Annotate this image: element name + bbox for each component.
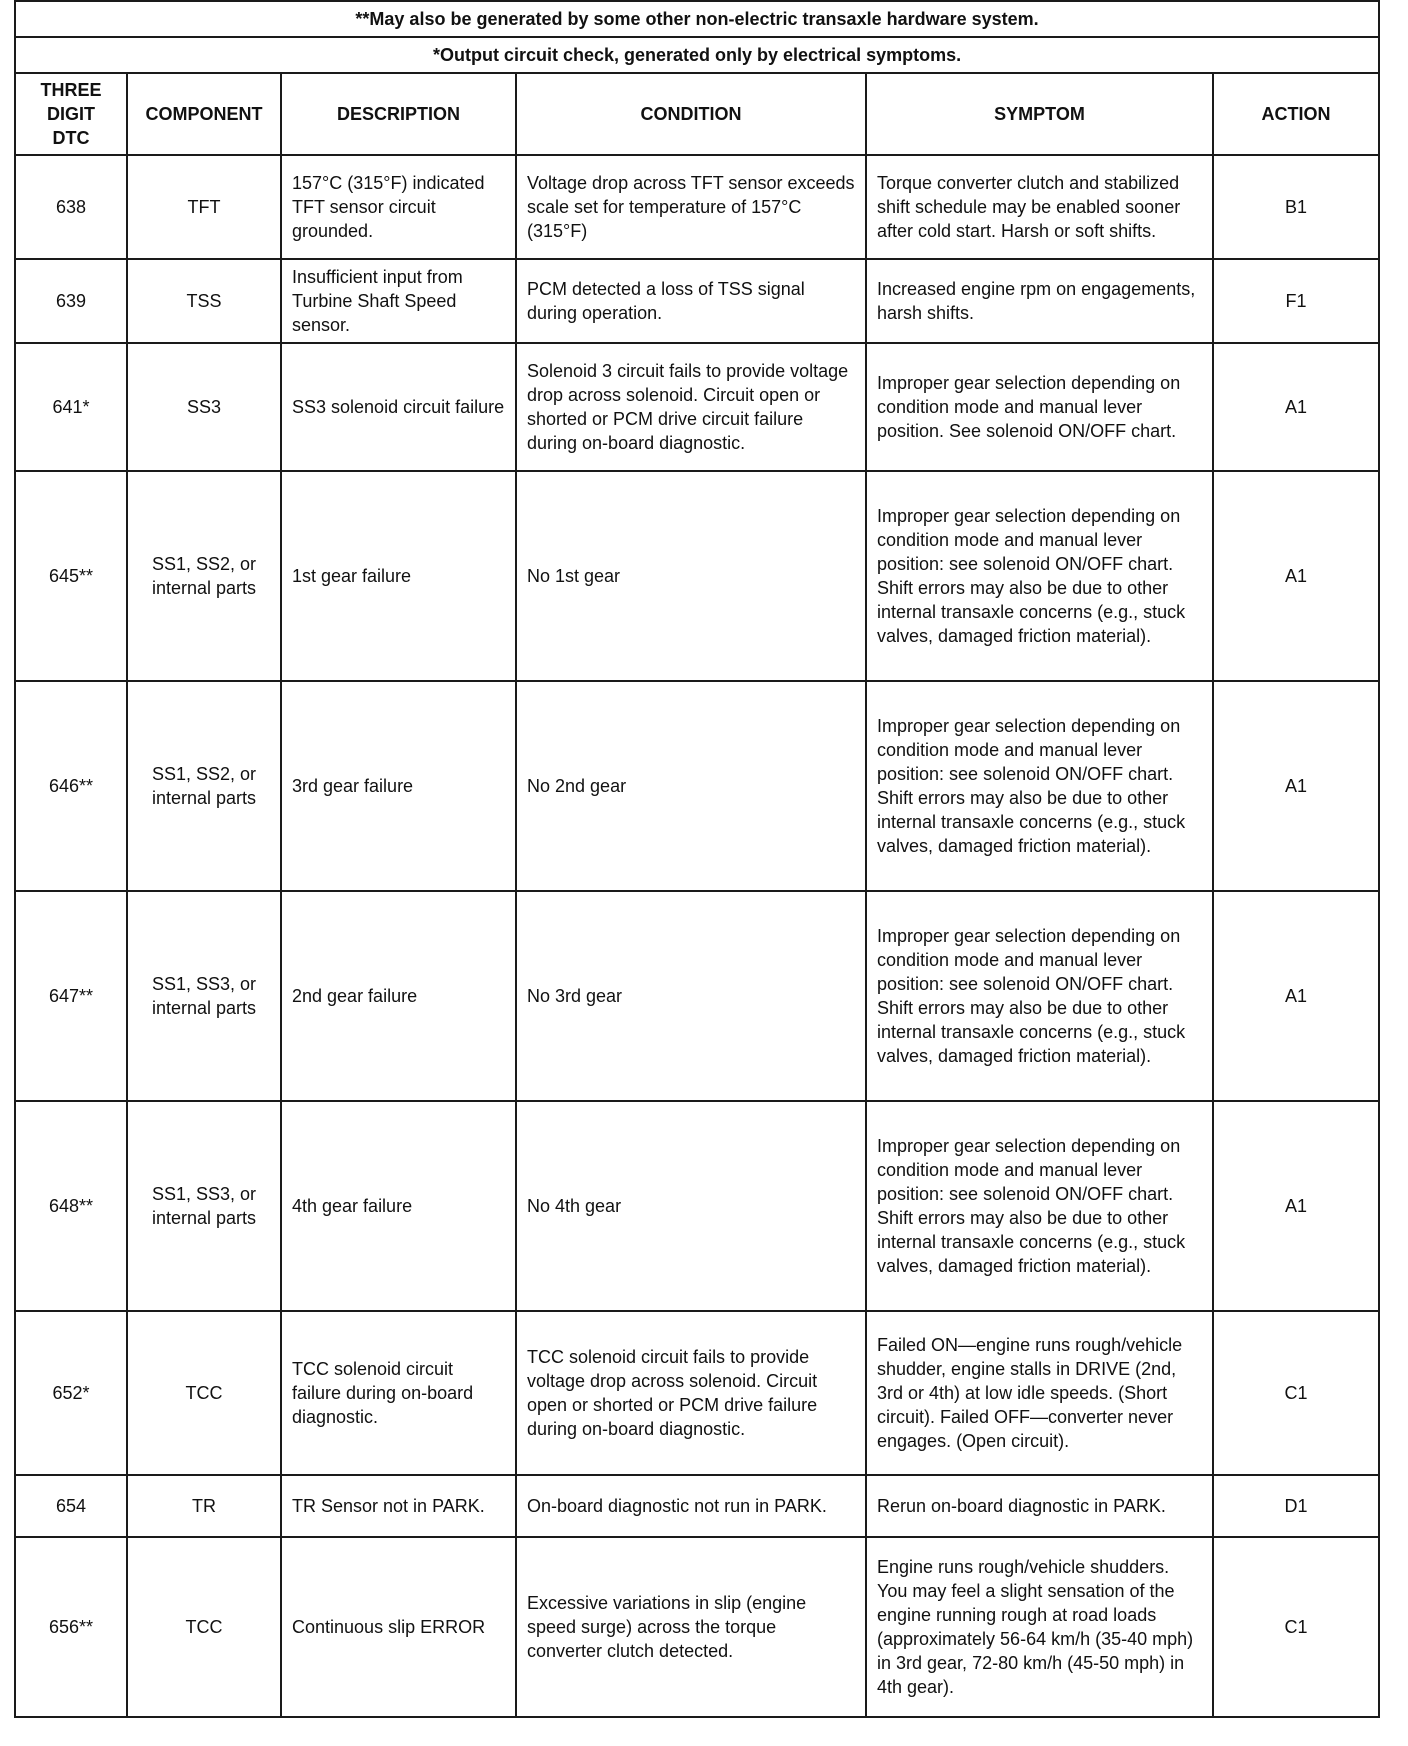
action: F1 [1213, 259, 1379, 343]
table-row [15, 1475, 1379, 1537]
table-row [15, 1311, 1379, 1475]
condition: Excessive variations in slip (engine speed surge) across the torque converter clutch detected. [516, 1537, 866, 1717]
description: TR Sensor not in PARK. [281, 1475, 516, 1537]
component: TCC [127, 1537, 281, 1717]
symptom: Improper gear selection depending on condition mode and manual lever position: see solenoid ON/OFF chart. Shift errors may also be due to other internal transaxle concerns (e.g., stuck valves, damaged friction material). [866, 471, 1213, 681]
component: SS1, SS3, or internal parts [127, 1101, 281, 1311]
symptom: Increased engine rpm on engagements, harsh shifts. [866, 259, 1213, 343]
description: Continuous slip ERROR [281, 1537, 516, 1717]
component: TCC [127, 1311, 281, 1475]
table-row [15, 343, 1379, 471]
dtc-code: 641* [15, 343, 127, 471]
condition: PCM detected a loss of TSS signal during operation. [516, 259, 866, 343]
condition: No 3rd gear [516, 891, 866, 1101]
action: A1 [1213, 343, 1379, 471]
table-row [15, 681, 1379, 891]
action: A1 [1213, 891, 1379, 1101]
dtc-code: 654 [15, 1475, 127, 1537]
action: A1 [1213, 471, 1379, 681]
condition: No 4th gear [516, 1101, 866, 1311]
dtc-code: 648** [15, 1101, 127, 1311]
header-row [15, 73, 1379, 155]
component: TSS [127, 259, 281, 343]
header-dtc [15, 73, 127, 155]
component: SS1, SS3, or internal parts [127, 891, 281, 1101]
note-single-star: *Output circuit check, generated only by electrical symptoms. [15, 37, 1379, 73]
dtc-code: 639 [15, 259, 127, 343]
header-dtc-line2: DIGIT [47, 104, 95, 124]
action: D1 [1213, 1475, 1379, 1537]
dtc-code: 656** [15, 1537, 127, 1717]
condition: Solenoid 3 circuit fails to provide voltage drop across solenoid. Circuit open or shorted or PCM drive circuit failure during on-board diagnostic. [516, 343, 866, 471]
table-row [15, 471, 1379, 681]
note-row-double-star [15, 1, 1379, 37]
symptom: Torque converter clutch and stabilized shift schedule may be enabled sooner after cold start. Harsh or soft shifts. [866, 155, 1213, 259]
note-row-single-star [15, 37, 1379, 73]
description: TCC solenoid circuit failure during on-board diagnostic. [281, 1311, 516, 1475]
dtc-table-page [14, 0, 1378, 1738]
condition: No 2nd gear [516, 681, 866, 891]
dtc-table [14, 0, 1380, 1718]
symptom: Improper gear selection depending on condition mode and manual lever position: see solenoid ON/OFF chart. Shift errors may also be due to other internal transaxle concerns (e.g., stuck valves, damaged friction material). [866, 891, 1213, 1101]
header-dtc-line3: DTC [52, 128, 90, 148]
symptom: Engine runs rough/vehicle shudders. You may feel a slight sensation of the engine running rough at road loads (approximately 56-64 km/h (35-40 mph) in 3rd gear, 72-80 km/h (45-50 mph) in 4th gear). [866, 1537, 1213, 1717]
dtc-code: 646** [15, 681, 127, 891]
header-description: DESCRIPTION [281, 73, 516, 155]
symptom: Improper gear selection depending on condition mode and manual lever position. See solenoid ON/OFF chart. [866, 343, 1213, 471]
note-double-star: **May also be generated by some other non-electric transaxle hardware system. [15, 1, 1379, 37]
symptom: Failed ON—engine runs rough/vehicle shudder, engine stalls in DRIVE (2nd, 3rd or 4th) at low idle speeds. (Short circuit). Failed OFF—converter never engages. (Open circuit). [866, 1311, 1213, 1475]
description: SS3 solenoid circuit failure [281, 343, 516, 471]
component: TR [127, 1475, 281, 1537]
table-row [15, 1537, 1379, 1717]
table-row [15, 891, 1379, 1101]
symptom: Improper gear selection depending on condition mode and manual lever position: see solenoid ON/OFF chart. Shift errors may also be due to other internal transaxle concerns (e.g., stuck valves, damaged friction material). [866, 681, 1213, 891]
description: 1st gear failure [281, 471, 516, 681]
action: C1 [1213, 1311, 1379, 1475]
action: B1 [1213, 155, 1379, 259]
symptom: Rerun on-board diagnostic in PARK. [866, 1475, 1213, 1537]
condition: No 1st gear [516, 471, 866, 681]
header-condition: CONDITION [516, 73, 866, 155]
description: Insufficient input from Turbine Shaft Speed sensor. [281, 259, 516, 343]
component: SS1, SS2, or internal parts [127, 471, 281, 681]
dtc-code: 645** [15, 471, 127, 681]
symptom: Improper gear selection depending on condition mode and manual lever position: see solenoid ON/OFF chart. Shift errors may also be due to other internal transaxle concerns (e.g., stuck valves, damaged friction material). [866, 1101, 1213, 1311]
component: SS1, SS2, or internal parts [127, 681, 281, 891]
description: 4th gear failure [281, 1101, 516, 1311]
table-row [15, 1101, 1379, 1311]
condition: On-board diagnostic not run in PARK. [516, 1475, 866, 1537]
condition: Voltage drop across TFT sensor exceeds scale set for temperature of 157°C (315°F) [516, 155, 866, 259]
description: 2nd gear failure [281, 891, 516, 1101]
condition: TCC solenoid circuit fails to provide voltage drop across solenoid. Circuit open or shorted or PCM drive failure during on-board diagnostic. [516, 1311, 866, 1475]
component: TFT [127, 155, 281, 259]
dtc-code: 647** [15, 891, 127, 1101]
action: A1 [1213, 681, 1379, 891]
header-action: ACTION [1213, 73, 1379, 155]
header-symptom: SYMPTOM [866, 73, 1213, 155]
table-row [15, 155, 1379, 259]
description: 3rd gear failure [281, 681, 516, 891]
header-component: COMPONENT [127, 73, 281, 155]
description: 157°C (315°F) indicated TFT sensor circuit grounded. [281, 155, 516, 259]
dtc-code: 638 [15, 155, 127, 259]
table-row [15, 259, 1379, 343]
component: SS3 [127, 343, 281, 471]
dtc-code: 652* [15, 1311, 127, 1475]
action: C1 [1213, 1537, 1379, 1717]
header-dtc-line1: THREE [40, 80, 102, 100]
action: A1 [1213, 1101, 1379, 1311]
